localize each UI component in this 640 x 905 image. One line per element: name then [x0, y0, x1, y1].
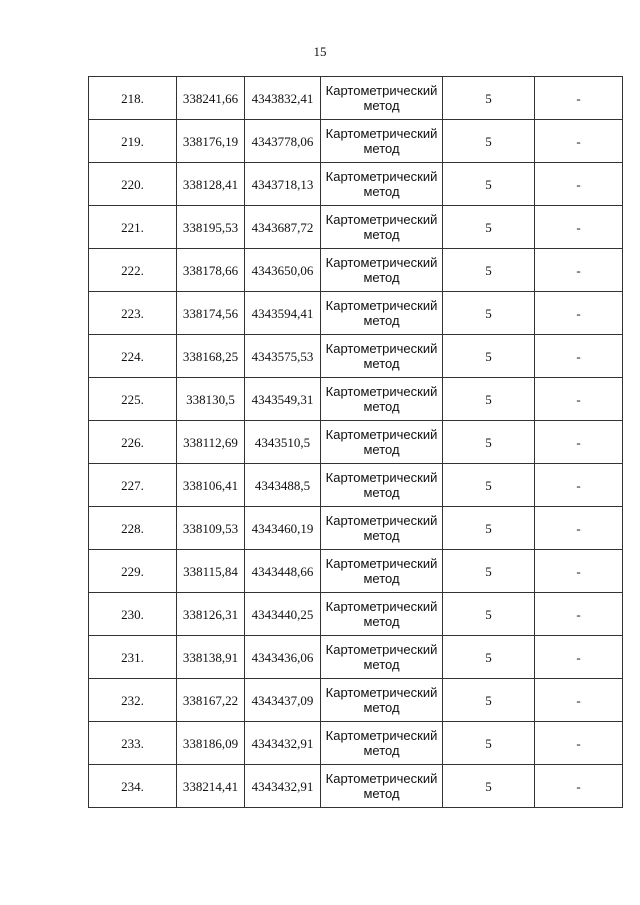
note-cell: -	[535, 464, 623, 507]
point-number-cell: 221.	[89, 206, 177, 249]
method-cell: Картометрический метод	[321, 120, 443, 163]
coordinate-x-cell: 338174,56	[177, 292, 245, 335]
coordinate-x-cell: 338176,19	[177, 120, 245, 163]
point-number-cell: 218.	[89, 77, 177, 120]
accuracy-cell: 5	[443, 120, 535, 163]
coordinate-y-cell: 4343432,91	[245, 722, 321, 765]
note-cell: -	[535, 636, 623, 679]
table-row	[89, 292, 623, 335]
coordinate-y-cell: 4343575,53	[245, 335, 321, 378]
coordinate-y-cell: 4343594,41	[245, 292, 321, 335]
coordinate-x-cell: 338178,66	[177, 249, 245, 292]
coordinate-x-cell: 338186,09	[177, 722, 245, 765]
coordinate-y-cell: 4343436,06	[245, 636, 321, 679]
method-cell: Картометрический метод	[321, 163, 443, 206]
note-cell: -	[535, 77, 623, 120]
table-row	[89, 722, 623, 765]
table-row	[89, 464, 623, 507]
table-row	[89, 507, 623, 550]
point-number-cell: 224.	[89, 335, 177, 378]
note-cell: -	[535, 722, 623, 765]
note-cell: -	[535, 206, 623, 249]
note-cell: -	[535, 507, 623, 550]
method-cell: Картометрический метод	[321, 765, 443, 808]
coordinate-y-cell: 4343832,41	[245, 77, 321, 120]
point-number-cell: 226.	[89, 421, 177, 464]
table-row	[89, 679, 623, 722]
coordinate-x-cell: 338138,91	[177, 636, 245, 679]
note-cell: -	[535, 249, 623, 292]
point-number-cell: 223.	[89, 292, 177, 335]
note-cell: -	[535, 163, 623, 206]
note-cell: -	[535, 292, 623, 335]
coordinate-y-cell: 4343650,06	[245, 249, 321, 292]
method-cell: Картометрический метод	[321, 292, 443, 335]
note-cell: -	[535, 378, 623, 421]
table-row	[89, 335, 623, 378]
accuracy-cell: 5	[443, 335, 535, 378]
accuracy-cell: 5	[443, 163, 535, 206]
table-row	[89, 77, 623, 120]
point-number-cell: 234.	[89, 765, 177, 808]
coordinate-x-cell: 338130,5	[177, 378, 245, 421]
table-row	[89, 120, 623, 163]
coordinate-y-cell: 4343549,31	[245, 378, 321, 421]
table-row	[89, 421, 623, 464]
coordinate-x-cell: 338241,66	[177, 77, 245, 120]
method-cell: Картометрический метод	[321, 593, 443, 636]
table-row	[89, 593, 623, 636]
accuracy-cell: 5	[443, 550, 535, 593]
coordinate-x-cell: 338109,53	[177, 507, 245, 550]
table-row	[89, 163, 623, 206]
accuracy-cell: 5	[443, 77, 535, 120]
accuracy-cell: 5	[443, 765, 535, 808]
coordinate-x-cell: 338128,41	[177, 163, 245, 206]
table-row	[89, 636, 623, 679]
coordinates-table	[88, 76, 623, 808]
point-number-cell: 231.	[89, 636, 177, 679]
accuracy-cell: 5	[443, 593, 535, 636]
method-cell: Картометрический метод	[321, 550, 443, 593]
table-row	[89, 249, 623, 292]
coordinate-x-cell: 338168,25	[177, 335, 245, 378]
method-cell: Картометрический метод	[321, 421, 443, 464]
point-number-cell: 228.	[89, 507, 177, 550]
table-row	[89, 378, 623, 421]
point-number-cell: 230.	[89, 593, 177, 636]
coordinate-x-cell: 338167,22	[177, 679, 245, 722]
coordinate-y-cell: 4343448,66	[245, 550, 321, 593]
coordinate-y-cell: 4343718,13	[245, 163, 321, 206]
method-cell: Картометрический метод	[321, 249, 443, 292]
accuracy-cell: 5	[443, 722, 535, 765]
note-cell: -	[535, 593, 623, 636]
method-cell: Картометрический метод	[321, 464, 443, 507]
point-number-cell: 222.	[89, 249, 177, 292]
accuracy-cell: 5	[443, 421, 535, 464]
accuracy-cell: 5	[443, 679, 535, 722]
method-cell: Картометрический метод	[321, 722, 443, 765]
accuracy-cell: 5	[443, 636, 535, 679]
method-cell: Картометрический метод	[321, 206, 443, 249]
note-cell: -	[535, 679, 623, 722]
coordinate-y-cell: 4343437,09	[245, 679, 321, 722]
accuracy-cell: 5	[443, 249, 535, 292]
coordinate-x-cell: 338115,84	[177, 550, 245, 593]
accuracy-cell: 5	[443, 206, 535, 249]
note-cell: -	[535, 765, 623, 808]
accuracy-cell: 5	[443, 464, 535, 507]
table-row	[89, 765, 623, 808]
note-cell: -	[535, 120, 623, 163]
coordinate-y-cell: 4343687,72	[245, 206, 321, 249]
method-cell: Картометрический метод	[321, 636, 443, 679]
coordinate-y-cell: 4343440,25	[245, 593, 321, 636]
point-number-cell: 227.	[89, 464, 177, 507]
method-cell: Картометрический метод	[321, 507, 443, 550]
note-cell: -	[535, 550, 623, 593]
coordinate-y-cell: 4343460,19	[245, 507, 321, 550]
method-cell: Картометрический метод	[321, 335, 443, 378]
coordinate-x-cell: 338195,53	[177, 206, 245, 249]
accuracy-cell: 5	[443, 378, 535, 421]
coordinate-y-cell: 4343510,5	[245, 421, 321, 464]
point-number-cell: 232.	[89, 679, 177, 722]
coordinates-table-body	[89, 77, 623, 808]
coordinate-x-cell: 338106,41	[177, 464, 245, 507]
point-number-cell: 220.	[89, 163, 177, 206]
method-cell: Картометрический метод	[321, 679, 443, 722]
page-number: 15	[313, 44, 327, 59]
table-row	[89, 550, 623, 593]
note-cell: -	[535, 421, 623, 464]
coordinate-x-cell: 338214,41	[177, 765, 245, 808]
coordinate-x-cell: 338126,31	[177, 593, 245, 636]
coordinate-x-cell: 338112,69	[177, 421, 245, 464]
coordinate-y-cell: 4343432,91	[245, 765, 321, 808]
accuracy-cell: 5	[443, 507, 535, 550]
coordinate-y-cell: 4343488,5	[245, 464, 321, 507]
accuracy-cell: 5	[443, 292, 535, 335]
note-cell: -	[535, 335, 623, 378]
table-row	[89, 206, 623, 249]
point-number-cell: 219.	[89, 120, 177, 163]
method-cell: Картометрический метод	[321, 77, 443, 120]
coordinate-y-cell: 4343778,06	[245, 120, 321, 163]
point-number-cell: 225.	[89, 378, 177, 421]
point-number-cell: 229.	[89, 550, 177, 593]
method-cell: Картометрический метод	[321, 378, 443, 421]
point-number-cell: 233.	[89, 722, 177, 765]
